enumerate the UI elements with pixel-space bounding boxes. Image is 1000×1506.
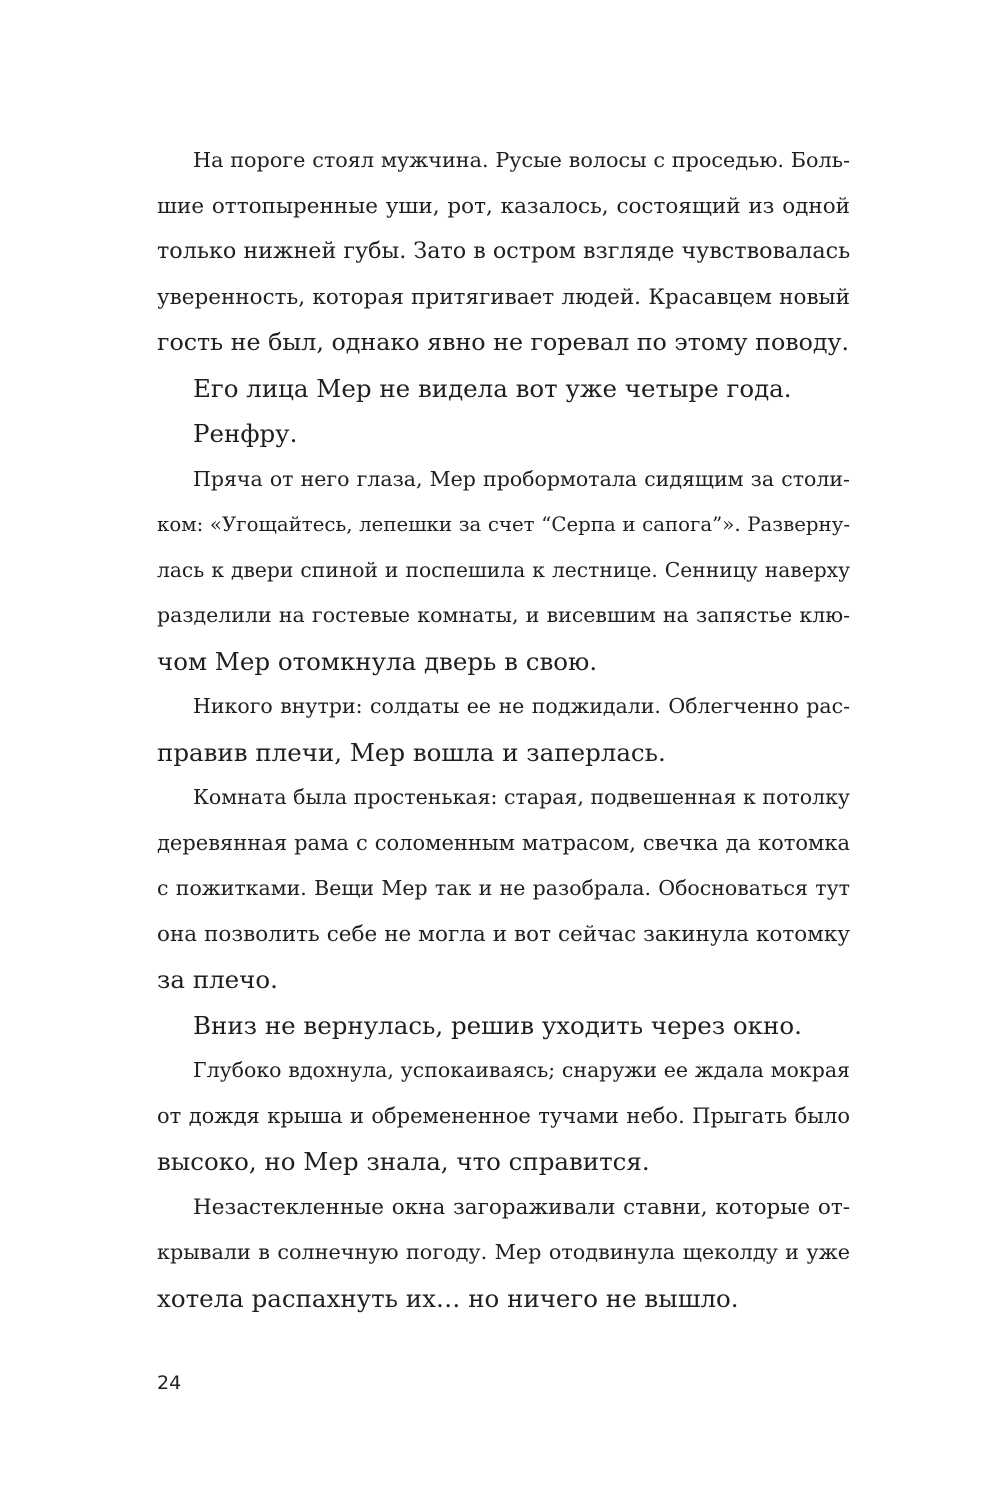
text-line: крывали в солнечную погоду. Мер отодвинула щеколду и уже <box>157 1240 850 1264</box>
text-line: высоко, но Мер знала, что справится. <box>157 1147 650 1176</box>
text-line: правив плечи, Мер вошла и заперлась. <box>157 737 666 767</box>
text-line: чом Мер отомкнула дверь в свою. <box>157 646 598 676</box>
text-line: с пожитками. Вещи Мер так и не разобрала. Обосноваться тут <box>157 876 850 900</box>
text-line: Глубоко вдохнула, успокаиваясь; снаружи ее ждала мокрая <box>193 1058 850 1082</box>
text-line: гость не был, однако явно не горевал по этому поводу. <box>157 328 850 356</box>
text-line: Комната была простенькая: старая, подвешенная к потолку <box>193 785 850 809</box>
text-line: от дождя крыша и обремененное тучами небо. Прыгать было <box>157 1103 850 1128</box>
text-line: только нижней губы. Зато в остром взгляде чувствовалась <box>157 238 851 264</box>
text-line: хотела распахнуть их… но ничего не вышло. <box>157 1283 739 1313</box>
text-line: лась к двери спиной и поспешила к лестнице. Сенницу наверху <box>157 557 850 582</box>
text-line: разделили на гостевые комнаты, и висевшим на запястье клю- <box>157 603 850 627</box>
text-line: она позволить себе не могла и вот сейчас закинула котомку <box>157 921 850 947</box>
text-line: На пороге стоял мужчина. Русые волосы с проседью. Боль- <box>193 148 850 172</box>
text-line: ком: «Угощайтесь, лепешки за счет “Серпа и сапога”». Разверну- <box>157 513 850 536</box>
page-text <box>157 138 850 1321</box>
text-line: Незастекленные окна загораживали ставни, которые от- <box>193 1194 850 1220</box>
text-line: шие оттопыренные уши, рот, казалось, состоящий из одной <box>157 193 850 219</box>
text-line: за плечо. <box>157 965 278 994</box>
text-line: Вниз не вернулась, решив уходить через окно. <box>193 1010 802 1040</box>
text-line: Его лица Мер не видела вот уже четыре года. <box>193 373 792 403</box>
text-line: деревянная рама с соломенным матрасом, свечка да котомка <box>157 830 850 855</box>
text-line: уверенность, которая притягивает людей. Красавцем новый <box>157 284 850 310</box>
page-number: 24 <box>157 1372 182 1394</box>
text-line: Ренфру. <box>193 419 298 448</box>
text-line: Никого внутри: солдаты ее не поджидали. Облегченно рас- <box>193 694 850 718</box>
text-line: Пряча от него глаза, Мер пробормотала сидящим за столи- <box>193 466 850 491</box>
